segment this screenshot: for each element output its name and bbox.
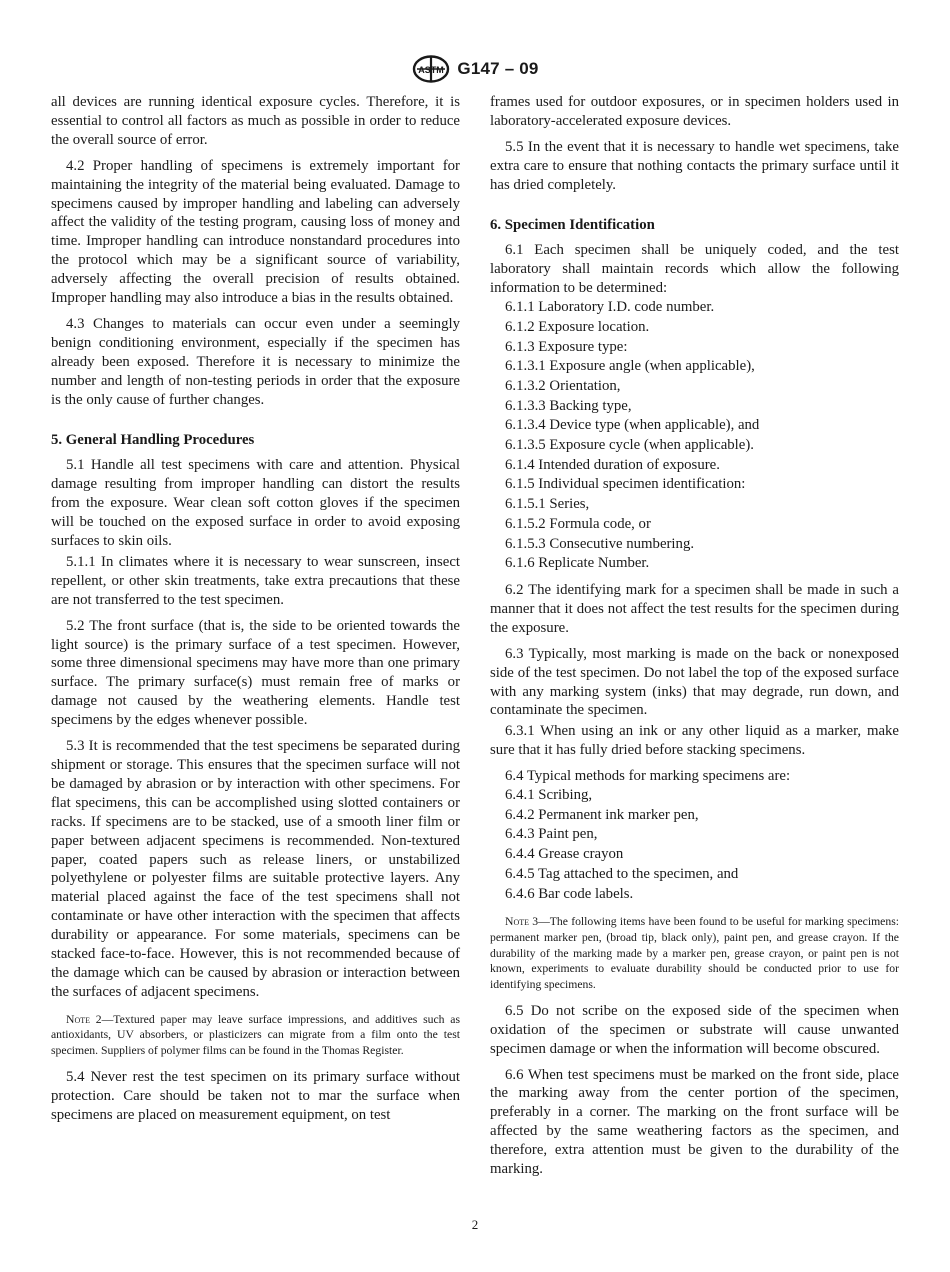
paragraph-5-1: 5.1 Handle all test specimens with care and attention. Physical damage resulting from improper handling can distort the results from the exposure. Wear clean soft cotton gloves if the specimen will be touched on the exposed surface in order to avoid exposing surfaces to skin oils. [51, 457, 460, 550]
paragraph-6-1: 6.1 Each specimen shall be uniquely coded, and the test laboratory shall maintain records which allow the following information to be determined: [490, 242, 899, 297]
list-item: 6.1.3 Exposure type: [505, 338, 628, 355]
paragraph-5-5: 5.5 In the event that it is necessary to handle wet specimens, take extra care to ensure that nothing contacts the primary surface until it has dried completely. [490, 138, 899, 193]
list-item: 6.1.5 Individual specimen identification: [505, 476, 746, 493]
paragraph-6-5: 6.5 Do not scribe on the exposed side of the specimen when oxidation of the specimen or substrate will cause unwanted specimen damage or when the information will become obscured. [490, 1002, 899, 1057]
list-item: 6.1.3.1 Exposure angle (when applicable), [505, 358, 755, 375]
paragraph-continuation: all devices are running identical exposure cycles. Therefore, it is essential to control all factors as much as possible in order to reduce the overall source of error. [51, 94, 460, 148]
list-item: 6.1.3.4 Device type (when applicable), and [505, 417, 760, 434]
list-item: 6.1.5.1 Series, [505, 496, 590, 513]
paragraph-6-3: 6.3 Typically, most marking is made on the back or nonexposed side of the test specimen. Do not label the top of the exposed surface with any marking system (inks) that may degrade, run down, and contaminate the specimen. [490, 645, 899, 719]
list-item: 6.1.2 Exposure location. [505, 318, 650, 335]
list-item: 6.4.4 Grease crayon [505, 846, 624, 863]
svg-text:ASTM: ASTM [418, 65, 445, 75]
note-2 [51, 1012, 460, 1059]
paragraph-continuation-right: frames used for outdoor exposures, or in specimen holders used in laboratory-accelerated exposure devices. [490, 94, 899, 129]
paragraph-6-3-1: 6.3.1 When using an ink or any other liquid as a marker, make sure that it has fully dried before stacking specimens. [490, 723, 899, 759]
list-item: 6.1.6 Replicate Number. [505, 555, 650, 572]
section-heading-5: 5. General Handling Procedures [51, 431, 255, 448]
list-item: 6.1.5.3 Consecutive numbering. [505, 535, 695, 552]
list-item: 6.4.6 Bar code labels. [505, 885, 634, 902]
paragraph-4-3: 4.3 Changes to materials can occur even under a seemingly benign conditioning environment, especially if the specimen has already been exposed. Therefore it is necessary to minimize the number and length of non-testing periods in order that the exposure is the only cause of further changes. [51, 315, 460, 408]
astm-logo [411, 54, 451, 84]
paragraph-6-6: 6.6 When test specimens must be marked on the front side, place the marking away from the center portion of the specimen, preferably in a corner. The marking on the front surface will be affected by the same weathering factors as the specimen, and therefore, extra attention must be given to the durability of the marking. [490, 1066, 899, 1178]
note-3-label: Note 3 [505, 915, 539, 929]
page-number: 2 [471, 1217, 479, 1232]
section-heading-6: 6. Specimen Identification [490, 216, 655, 233]
list-item: 6.1.3.5 Exposure cycle (when applicable). [505, 437, 754, 454]
paragraph-5-4: 5.4 Never rest the test specimen on its primary surface without protection. Care should be taken not to mar the surface when specimens are placed on measurement equipment, on test [51, 1068, 460, 1123]
note-3-text: —The following items have been found to be useful for marking specimens: permanent marker pen, (broad tip, black only), paint pen, and grease crayon. If the durability of the marking made by a marker pen, grease crayon, or paint pen is not known, experiments to evaluate durability should be conducted prior to use for identifying specimens. [490, 915, 899, 992]
list-item: 6.1.5.2 Formula code, or [505, 515, 651, 532]
list-6-1 [490, 298, 899, 574]
standard-designation: G147 – 09 [457, 59, 539, 78]
paragraph-5-2: 5.2 The front surface (that is, the side to be oriented towards the light source) is the primary surface of a test specimen. However, some three dimensional specimens may have more than one primary surface. The primary surface(s) must remain free of marks or damage not caused by the weathering elements. Handle test specimens by the edges whenever possible. [51, 617, 460, 729]
list-6-4 [490, 786, 899, 904]
list-item: 6.4.2 Permanent ink marker pen, [505, 806, 699, 823]
left-column [51, 93, 460, 1125]
list-item: 6.1.3.2 Orientation, [505, 377, 621, 394]
paragraph-5-1-1: 5.1.1 In climates where it is necessary to wear sunscreen, insect repellent, or other skin treatments, take extra precautions that these are not transferred to the test specimen. [51, 553, 460, 608]
note-3 [490, 914, 899, 993]
list-item: 6.1.1 Laboratory I.D. code number. [505, 299, 715, 316]
paragraph-4-2: 4.2 Proper handling of specimens is extremely important for maintaining the integrity of the material being evaluated. Damage to specimens caused by improper handling and labeling can adversely affect the validity of the testing program, causing loss of money and time. Improper handling can introduce nonstandard procedures into the protocol which may be a significant source of variability, adversely affecting the overall precision of results obtained. Improper handling may also introduce a bias in the results obtained. [51, 157, 460, 307]
list-item: 6.1.3.3 Backing type, [505, 397, 632, 414]
list-item: 6.4.1 Scribing, [505, 787, 593, 804]
note-2-label: Note 2 [66, 1012, 102, 1026]
page-header [0, 54, 950, 84]
list-item: 6.4.5 Tag attached to the specimen, and [505, 865, 739, 882]
note-2-text: —Textured paper may leave surface impressions, and additives such as antioxidants, UV absorbers, or plasticizers can migrate from a film onto the test specimen. Suppliers of polymer films can be found in the Thomas Register. [51, 1012, 460, 1058]
right-column [490, 93, 899, 1179]
paragraph-6-2: 6.2 The identifying mark for a specimen shall be made in such a manner that it does not affect the test results for the specimen during the exposure. [490, 582, 899, 636]
list-item: 6.4.3 Paint pen, [505, 826, 598, 843]
list-item: 6.1.4 Intended duration of exposure. [505, 456, 720, 473]
paragraph-6-4: 6.4 Typical methods for marking specimens are: [505, 768, 791, 785]
paragraph-5-3: 5.3 It is recommended that the test specimens be separated during shipment or storage. This ensures that the specimen surface will not be damaged by abrasion or by interaction with other specimens. For flat specimens, this can be accomplished using slotted containers or racks. If specimens are to be stacked, use of a smooth liner film or paper between adjacent specimens is recommended. Non-textured paper, coated papers such as release liners, or unstabilized polyethylene or polyester films are suitable protective layers. Any material placed against the face of the test specimens shall not contaminate or have other interaction with the specimen that affects durability or appearance. For some materials, specimens can be stacked face-to-face. However, this is not recommended because of the damage which can be caused by abrasion or interaction between the surfaces of adjacent specimens. [51, 738, 460, 1000]
